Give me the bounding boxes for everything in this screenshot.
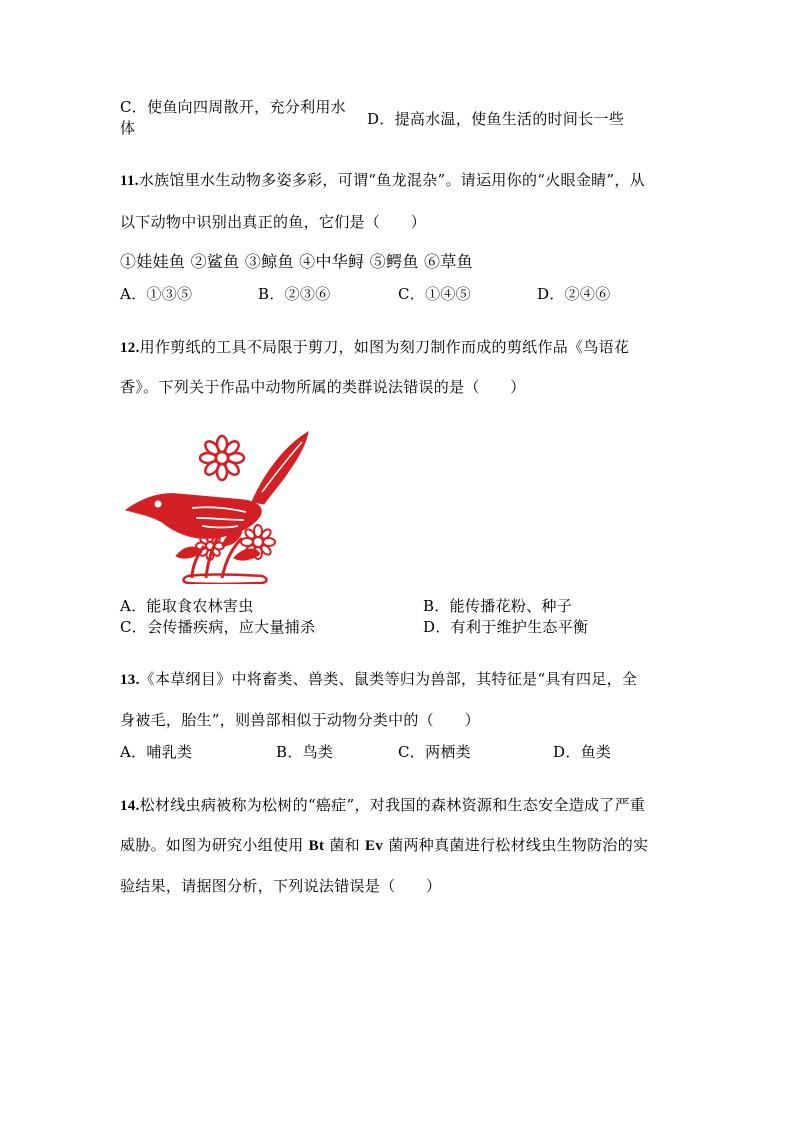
q10-option-c-line1: C．使鱼向四周散开，充分利用水	[120, 98, 346, 116]
q12-stem-line2: 香》。下列关于作品中动物所属的类群说法错误的是（ ）	[120, 378, 526, 396]
q10-option-c-line2: 体	[120, 119, 136, 137]
q14-stem-line2-part-a: 威胁。如图为研究小组使用	[120, 836, 309, 854]
q13-stem-text: 《本草纲目》中将畜类、兽类、鼠类等归为兽部，其特征是“具有四足，全	[139, 670, 638, 688]
paper-cut-bird-figure	[122, 428, 312, 584]
q13-option-d: D．鱼类	[553, 743, 612, 761]
q10-option-d: D．提高水温，使鱼生活的时间长一些	[367, 110, 625, 128]
q11-option-b: B．②③⑥	[258, 285, 331, 303]
q14-stem-line3: 验结果，请据图分析，下列说法错误是（ ）	[120, 877, 442, 895]
q11-option-a: A．①③⑤	[120, 285, 193, 303]
q12-option-c: C．会传播疾病，应大量捕杀	[120, 618, 316, 636]
q13-stem-line2: 身被毛，胎生”，则兽部相似于动物分类中的（ ）	[120, 711, 480, 729]
q14-bt-fungus: Bt	[308, 838, 325, 854]
q12-option-b: B．能传播花粉、种子	[423, 597, 573, 615]
q11-stem-line1	[120, 171, 645, 190]
q11-stem-line2: 以下动物中识别出真正的鱼，它们是（ ）	[120, 213, 427, 231]
q13-option-a: A．哺乳类	[120, 743, 193, 761]
q13-number: 13.	[120, 672, 140, 688]
ground-base	[184, 575, 267, 584]
upper-flower	[200, 436, 244, 480]
q11-number: 11.	[120, 173, 139, 189]
q14-stem-line1	[120, 796, 645, 815]
q12-stem-text: 用作剪纸的工具不局限于剪刀，如图为刻刀制作而成的剪纸作品《鸟语花	[139, 338, 630, 356]
q14-number: 14.	[120, 798, 140, 814]
q11-option-d: D．②④⑥	[537, 285, 611, 303]
q13-stem-line1	[120, 670, 637, 689]
q14-stem-line2-part-b: 菌和	[324, 836, 366, 854]
q14-ev-fungus: Ev	[365, 838, 384, 854]
q11-animal-list: ①娃娃鱼 ②鲨鱼 ③鲸鱼 ④中华鲟 ⑤鳄鱼 ⑥草鱼	[120, 252, 473, 271]
q12-stem-line1	[120, 338, 629, 357]
q13-option-b: B．鸟类	[276, 743, 334, 761]
q12-number: 12.	[120, 340, 140, 356]
q12-option-a: A．能取食农林害虫	[120, 597, 254, 615]
q14-stem-line2-part-c: 菌两种真菌进行松材线虫生物防治的实	[383, 836, 649, 854]
q12-option-d: D．有利于维护生态平衡	[423, 618, 589, 636]
q14-stem-line2	[120, 836, 648, 855]
q11-stem-text: 水族馆里水生动物多姿多彩，可谓“鱼龙混杂”。请运用你的“火眼金睛”，从	[138, 171, 646, 189]
q11-option-c: C．①④⑤	[398, 285, 471, 303]
bird-eye	[155, 501, 162, 508]
q13-option-c: C．两栖类	[398, 743, 471, 761]
paper-cut-artwork	[126, 432, 308, 584]
q14-stem-text: 松材线虫病被称为松树的“癌症”，对我国的森林资源和生态安全造成了严重	[139, 796, 646, 814]
